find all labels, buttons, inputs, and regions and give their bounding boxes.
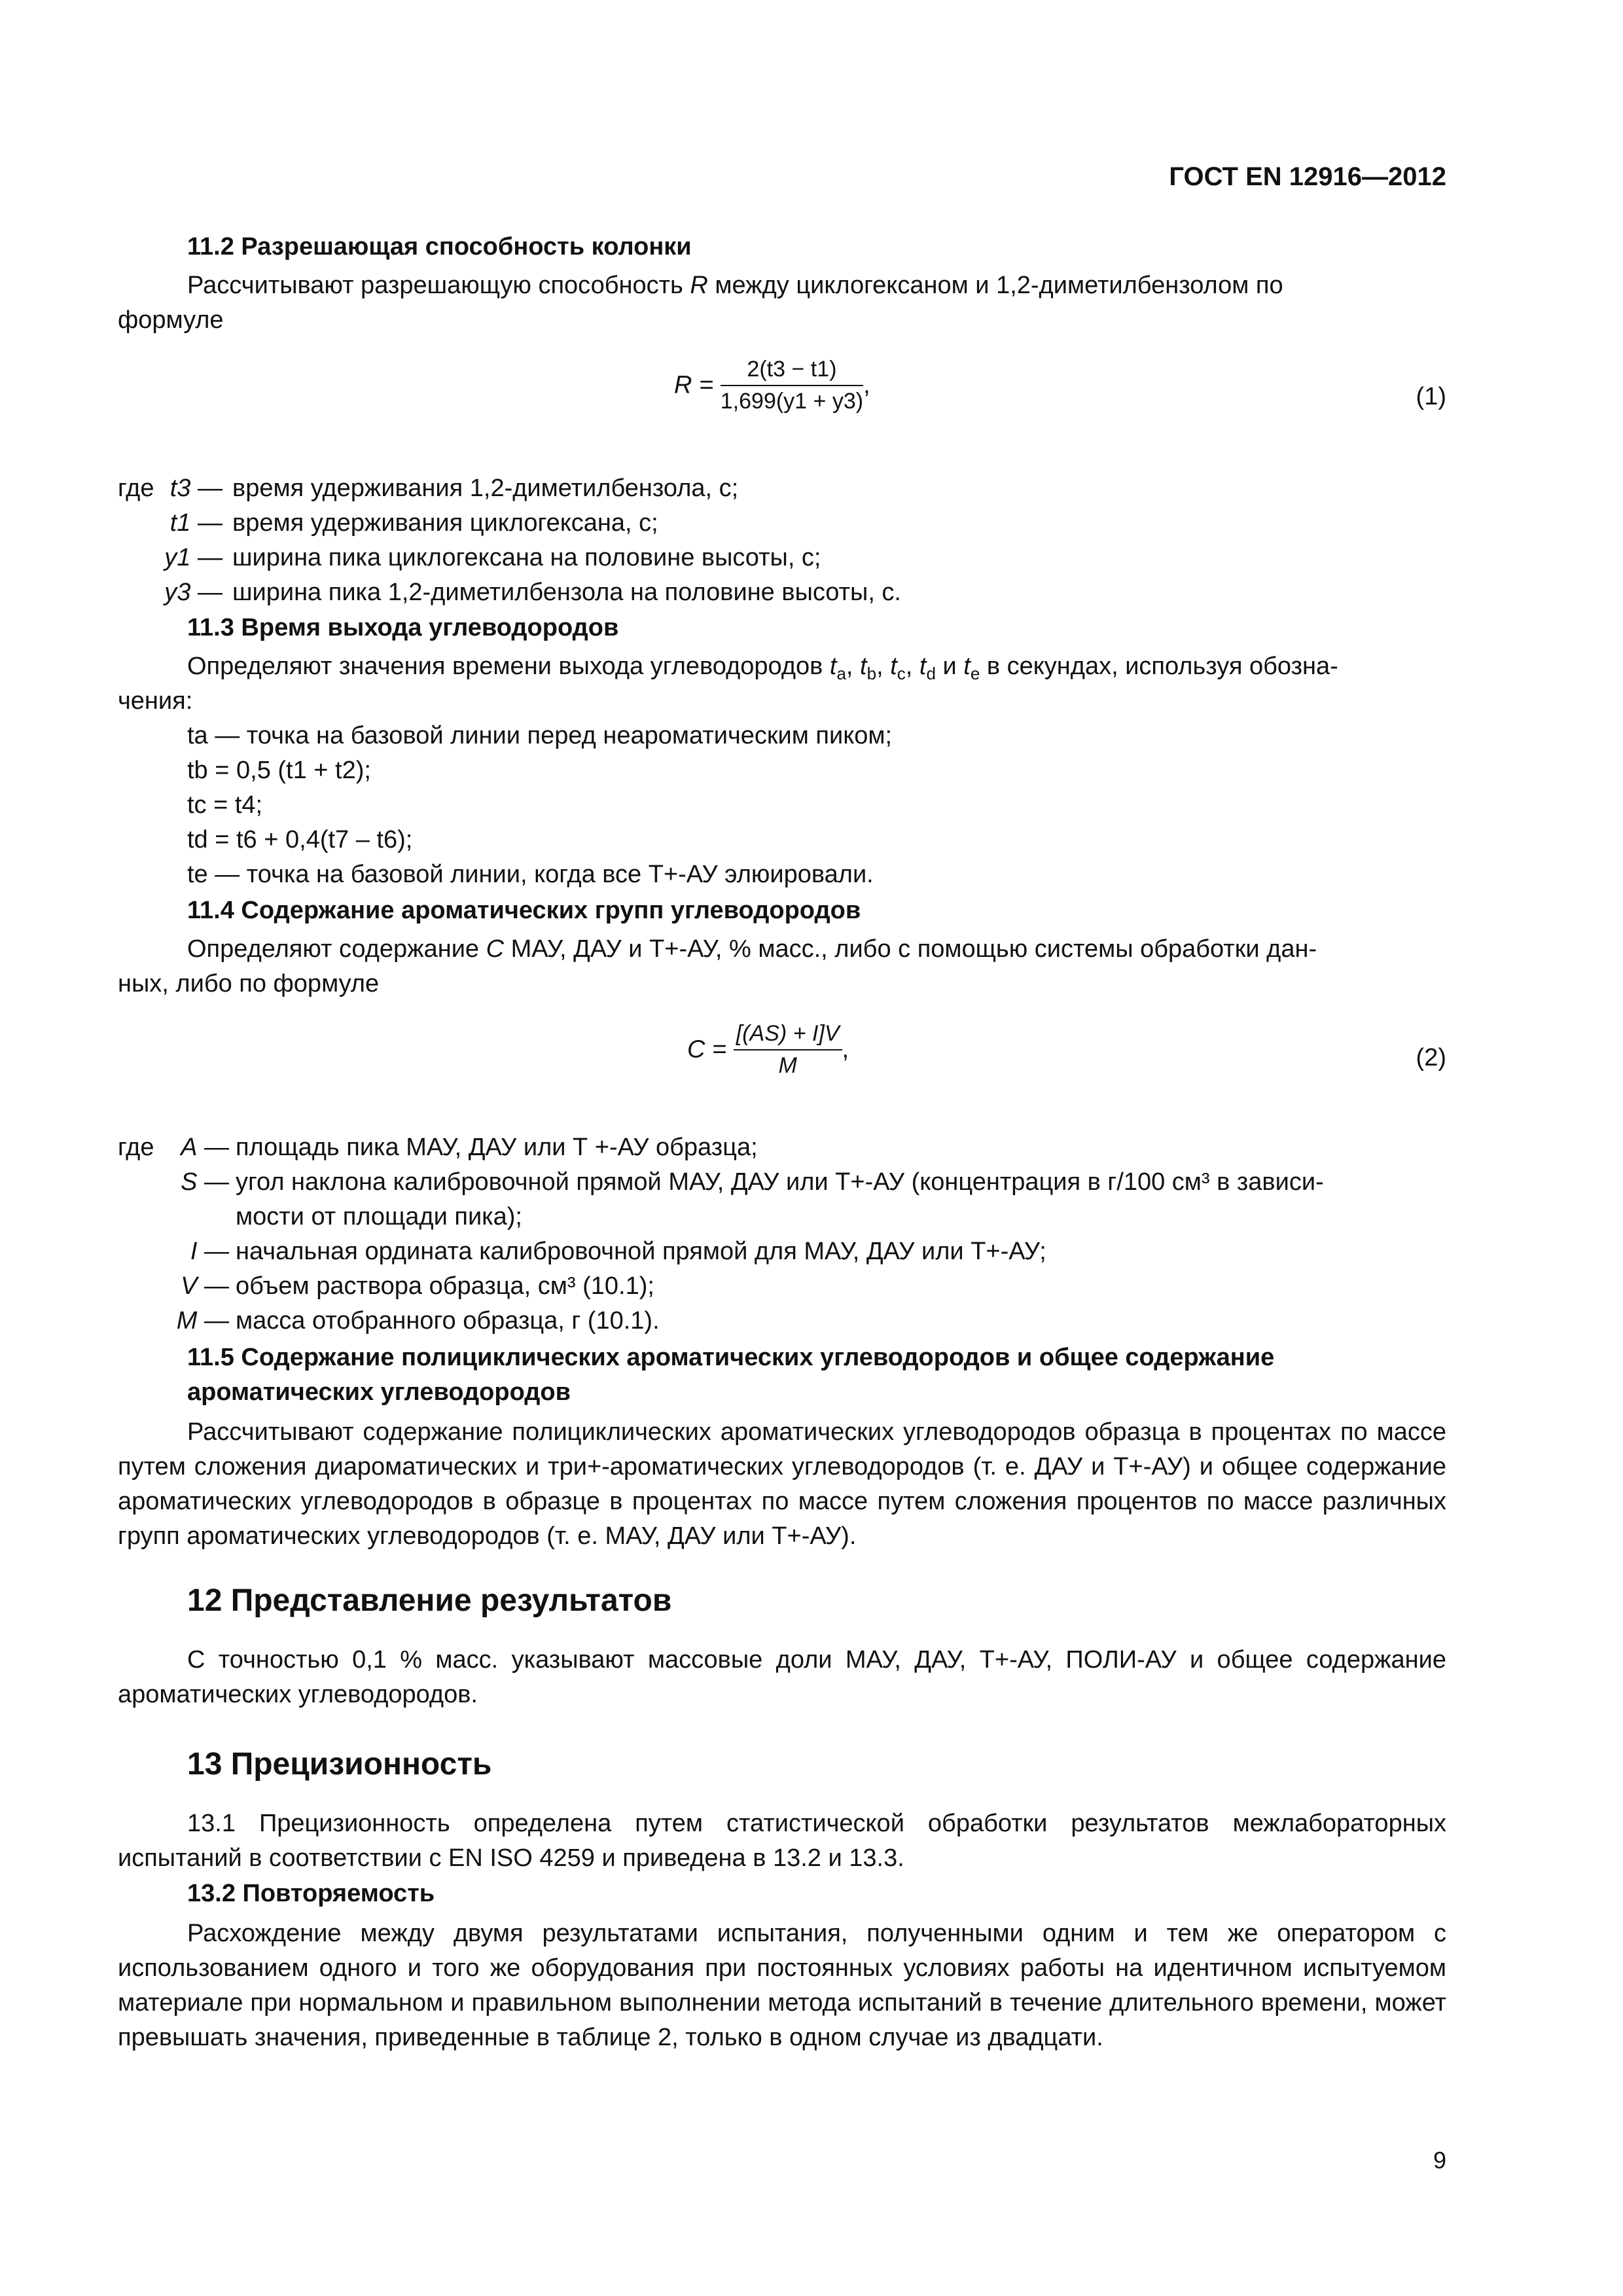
list-item: te — точка на базовой линии, когда все Т+-АУ элюировали. xyxy=(187,861,874,888)
legend-where: где xyxy=(118,1134,154,1161)
section-13-2-title: 13.2 Повторяемость xyxy=(187,1880,435,1907)
section-11-5-title: 11.5 Содержание полициклических ароматических углеводородов и общее содержание xyxy=(187,1344,1275,1371)
section-11-3-intro: Определяют значения времени выхода углеводородов $t_a$, $t_b$, $t_c$, $t_d$ и $t_e$ в секундах, используя обозна- xyxy=(187,653,1338,683)
formula-2-fraction xyxy=(734,1021,842,1079)
page-number: 9 xyxy=(1433,2147,1446,2174)
section-11-3-intro-cont: чения: xyxy=(118,687,193,715)
legend-desc: площадь пика МАУ, ДАУ или Т +-АУ образца; xyxy=(236,1134,758,1161)
legend-term: I — xyxy=(190,1238,229,1265)
legend-desc: время удерживания 1,2-диметилбензола, с; xyxy=(232,475,739,502)
legend-term: V — xyxy=(181,1272,229,1300)
formula-2: C = $\frac{[(AS) + I]V}{M}$ , xyxy=(687,1021,849,1078)
legend-desc: ширина пика 1,2-диметилбензола на половине высоты, с. xyxy=(232,579,901,606)
section-13-1-text: 13.1 Прецизионность определена путем статистической обработки результатов межлабораторных испытаний в соответствии с EN ISO 4259 и приведена в 13.2 и 13.3. xyxy=(118,1810,1446,1872)
formula-1-number: (1) xyxy=(1416,383,1446,410)
legend-term: y1 — xyxy=(164,544,223,571)
legend-where: где xyxy=(118,475,154,502)
legend-desc: начальная ордината калибровочной прямой для МАУ, ДАУ или Т+-АУ; xyxy=(236,1238,1046,1265)
legend-desc: масса отобранного образца, г (10.1). xyxy=(236,1307,660,1335)
section-13-title: 13 Прецизионность xyxy=(187,1747,492,1782)
section-11-5-title-cont: ароматических углеводородов xyxy=(187,1378,571,1406)
legend-desc: объем раствора образца, см³ (10.1); xyxy=(236,1272,654,1300)
legend-desc: время удерживания циклогексана, с; xyxy=(232,509,658,537)
legend-term: t3 — xyxy=(169,475,223,502)
section-11-2-text: Рассчитывают разрешающую способность R между циклогексаном и 1,2-диметилбензолом по xyxy=(187,272,1283,299)
formula-1-numerator: 2(t3 − t1) xyxy=(721,357,863,386)
legend-term: S — xyxy=(181,1168,229,1196)
section-11-4-text: Определяют содержание C МАУ, ДАУ и Т+-АУ, % масс., либо с помощью системы обработки дан- xyxy=(187,935,1317,963)
legend-term: y3 — xyxy=(164,579,223,606)
legend-desc: угол наклона калибровочной прямой МАУ, ДАУ или Т+-АУ (концентрация в г/100 см³ в зависи- xyxy=(236,1168,1324,1196)
formula-2-lhs: C = xyxy=(687,1035,727,1064)
list-item: tc = t4; xyxy=(187,791,263,819)
section-11-5-text: Рассчитывают содержание полициклических ароматических углеводородов образца в процентах по массе путем сложения диароматических и три+-ароматических углеводородов (т. е. ДАУ и Т+-АУ) и общее содержание ароматических углеводородов в образце в процентах по массе путем сложения процентов по массе различных групп ароматических углеводородов (т. е. МАУ, ДАУ или Т+-АУ). xyxy=(118,1418,1446,1550)
section-13-2-text: Расхождение между двумя результатами испытания, полученными одним и тем же оператором с использованием одного и того же оборудования при постоянных условиях работы на идентичном испытуемом материале при нормальном и правильном выполнении метода испытаний в течение длительного времени, может превышать значения, приведенные в таблице 2, только в одном случае из двадцати. xyxy=(118,1920,1446,2051)
section-12-title: 12 Представление результатов xyxy=(187,1583,672,1618)
formula-1-lhs: R = xyxy=(674,371,714,399)
section-11-4-text-cont: ных, либо по формуле xyxy=(118,970,380,997)
legend-term: M — xyxy=(176,1307,229,1335)
document-header: ГОСТ EN 12916—2012 xyxy=(1169,162,1446,191)
document-page xyxy=(118,0,1446,2296)
section-11-2-title: 11.2 Разрешающая способность колонки xyxy=(187,233,692,260)
section-11-4-title: 11.4 Содержание ароматических групп углеводородов xyxy=(187,897,861,924)
legend-desc: ширина пика циклогексана на половине высоты, с; xyxy=(232,544,821,571)
formula-2-number: (2) xyxy=(1416,1044,1446,1071)
formula-2-numerator: [(AS) + I]V xyxy=(734,1021,842,1050)
legend-term: A — xyxy=(181,1134,229,1161)
section-12-text: С точностью 0,1 % масс. указывают массовые доли МАУ, ДАУ, Т+-АУ, ПОЛИ-АУ и общее содержание ароматических углеводородов. xyxy=(118,1646,1446,1708)
list-item: ta — точка на базовой линии перед неароматическим пиком; xyxy=(187,722,893,749)
formula-1: R = $\frac{2(t3 - t1)}{1,699(y1 + y3)}$ , xyxy=(674,357,870,414)
list-item: td = t6 + 0,4(t7 – t6); xyxy=(187,826,413,853)
formula-1-denominator: 1,699(y1 + y3) xyxy=(720,389,864,414)
section-11-2-text-cont: формуле xyxy=(118,306,224,334)
legend-term: t1 — xyxy=(169,509,223,537)
formula-1-fraction xyxy=(721,357,863,414)
formula-2-denominator: M xyxy=(778,1053,797,1078)
list-item: tb = 0,5 (t1 + t2); xyxy=(187,757,371,784)
section-11-3-title: 11.3 Время выхода углеводородов xyxy=(187,614,619,641)
legend-desc: мости от площади пика); xyxy=(236,1203,522,1230)
